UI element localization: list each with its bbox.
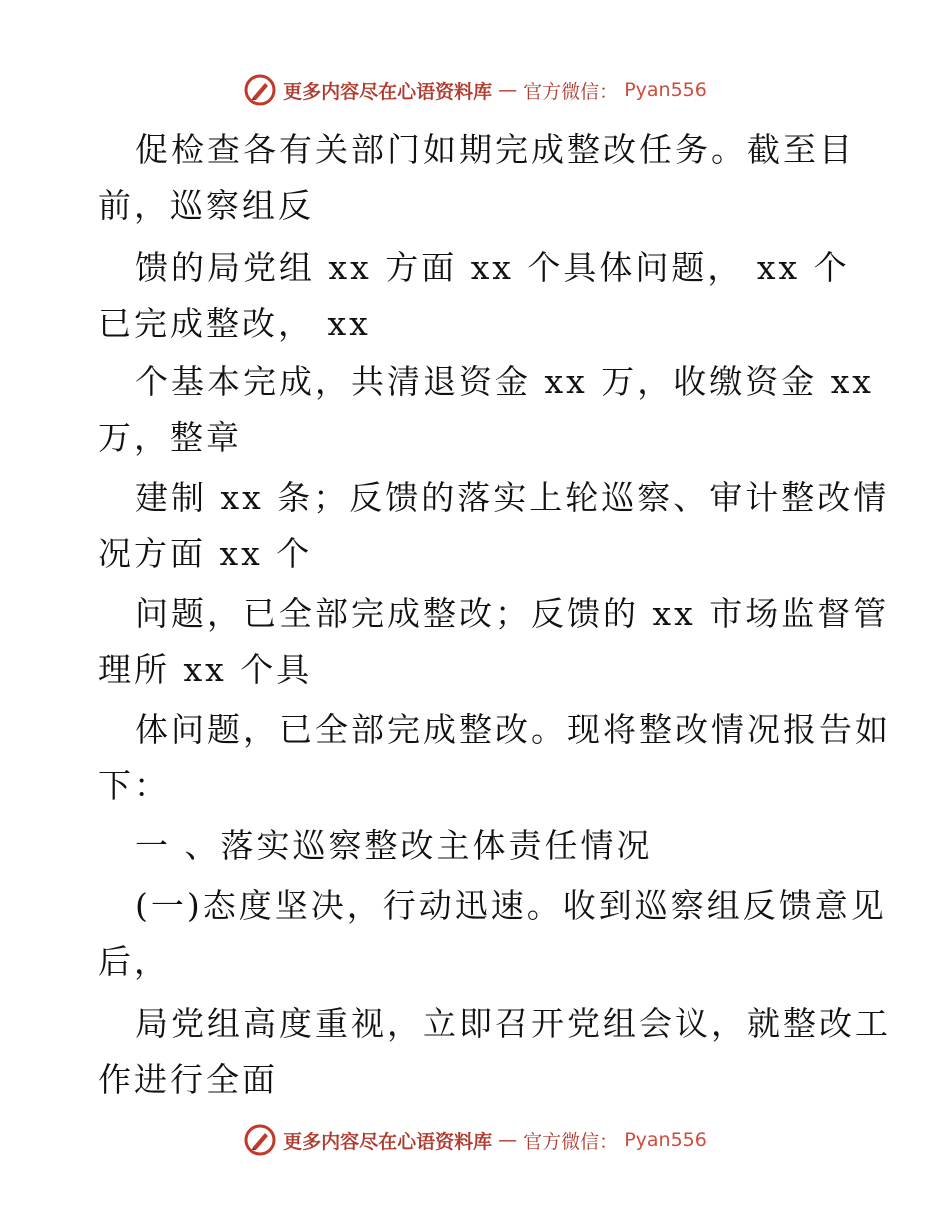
body-line: 理所 xx 个具	[98, 650, 313, 689]
header-banner	[0, 70, 950, 110]
body-line: 个基本完成，共清退资金 xx 万，收缴资金 xx	[135, 362, 874, 401]
body-line: 万，整章	[98, 418, 242, 457]
body-line: 馈的局党组 xx 方面 xx 个具体问题， xx 个	[135, 248, 850, 287]
body-line: 况方面 xx 个	[98, 534, 313, 573]
pen-logo-icon	[243, 1123, 277, 1157]
body-line: 下：	[98, 766, 170, 805]
banner-label: 官方微信：	[523, 80, 619, 103]
banner-brand: 更多内容尽在心语资料库	[283, 1130, 493, 1153]
banner-label: 官方微信：	[523, 1130, 619, 1153]
footer-banner	[0, 1120, 950, 1160]
body-line: 建制 xx 条；反馈的落实上轮巡察、审计整改情	[135, 478, 890, 517]
body-line: 后，	[98, 942, 170, 981]
banner-handle: Pyan556	[624, 79, 707, 101]
body-line: 已完成整改， xx	[98, 304, 371, 343]
body-line: (一)态度坚决，行动迅速。收到巡察组反馈意见	[135, 886, 887, 925]
body-line: 前，巡察组反	[98, 186, 314, 225]
section-heading: 一 、落实巡察整改主体责任情况	[135, 826, 653, 865]
banner-brand: 更多内容尽在心语资料库	[283, 80, 493, 103]
banner-separator: —	[498, 1129, 518, 1151]
pen-logo-icon	[243, 73, 277, 107]
body-line: 促检查各有关部门如期完成整改任务。截至目	[135, 130, 855, 169]
body-line: 问题，已全部完成整改；反馈的 xx 市场监督管	[135, 594, 890, 633]
body-line: 体问题，已全部完成整改。现将整改情况报告如	[135, 710, 891, 749]
body-line: 作进行全面	[98, 1060, 278, 1099]
banner-separator: —	[498, 79, 518, 101]
body-line: 局党组高度重视，立即召开党组会议，就整改工	[135, 1004, 891, 1043]
banner-handle: Pyan556	[624, 1129, 707, 1151]
